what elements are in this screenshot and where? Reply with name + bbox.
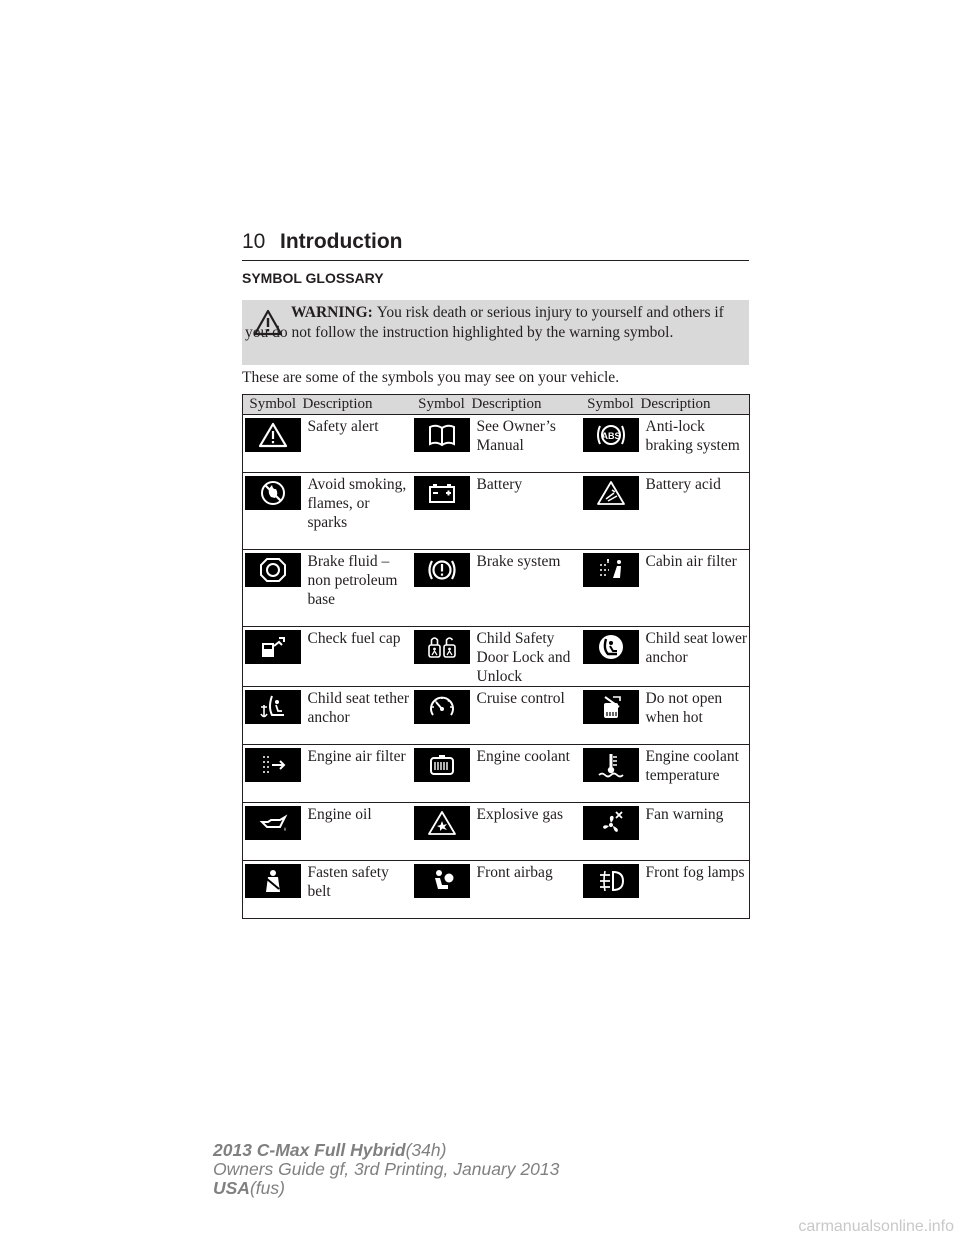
footer-line-1: [213, 1141, 559, 1160]
table-row: [243, 687, 750, 745]
chapter-title: Introduction: [280, 230, 403, 253]
warning-text: [242, 303, 740, 342]
table-row: [243, 473, 750, 550]
symbol-description: Safety alert: [303, 415, 412, 473]
footer-line-2: Owners Guide gf, 3rd Printing, January 2013: [213, 1159, 560, 1179]
symbol-description: Fan warning: [641, 803, 750, 861]
table-row: [243, 415, 750, 473]
section-title: SYMBOL GLOSSARY: [242, 270, 384, 286]
symbol-description: Front airbag: [472, 861, 581, 919]
symbol-cell: [581, 861, 641, 919]
symbol-cell: [581, 745, 641, 803]
header-symbol: Symbol: [581, 395, 641, 415]
symbol-cell: [581, 415, 641, 473]
symbol-description: Child seat lower anchor: [641, 627, 750, 687]
battery-acid-icon: [583, 476, 639, 510]
symbol-description: Check fuel cap: [303, 627, 412, 687]
fog-lamps-icon: [583, 864, 639, 898]
symbol-cell: [243, 473, 303, 550]
symbol-cell: [581, 803, 641, 861]
front-airbag-icon: [414, 864, 470, 898]
coolant-temperature-icon: [583, 748, 639, 782]
symbol-cell: [412, 627, 472, 687]
safety-alert-icon: [245, 418, 301, 452]
symbol-description: Brake system: [472, 550, 581, 627]
symbol-description: Child Safety Door Lock and Unlock: [472, 627, 581, 687]
intro-text: These are some of the symbols you may see on your vehicle.: [242, 369, 620, 386]
brake-fluid-icon: [245, 553, 301, 587]
table-header-row: [243, 395, 750, 415]
symbol-cell: [412, 473, 472, 550]
symbol-cell: [412, 550, 472, 627]
engine-air-filter-icon: [245, 748, 301, 782]
footer-market-code: (fus): [249, 1178, 285, 1198]
warning-box: [242, 300, 749, 365]
owners-manual-icon: [414, 418, 470, 452]
footer: [213, 1141, 559, 1198]
symbol-description: Explosive gas: [472, 803, 581, 861]
table-row: [243, 861, 750, 919]
engine-oil-icon: [245, 806, 301, 840]
symbol-cell: [243, 550, 303, 627]
symbol-description: Child seat tether anchor: [303, 687, 412, 745]
symbol-description: Avoid smoking, flames, or sparks: [303, 473, 412, 550]
table-body: [243, 415, 750, 919]
symbol-glossary-table: [242, 394, 750, 919]
symbol-cell: [243, 861, 303, 919]
seat-belt-icon: [245, 864, 301, 898]
table-row: [243, 627, 750, 687]
svg-text:ABS: ABS: [600, 431, 621, 441]
symbol-description: Engine coolant temperature: [641, 745, 750, 803]
symbol-description: Engine air filter: [303, 745, 412, 803]
symbol-description: See Owner’s Manual: [472, 415, 581, 473]
footer-model: 2013 C-Max Full Hybrid: [213, 1140, 406, 1160]
header-symbol: Symbol: [243, 395, 303, 415]
symbol-cell: [412, 687, 472, 745]
brake-system-icon: [414, 553, 470, 587]
symbol-cell: [243, 803, 303, 861]
header-description: Description: [641, 395, 750, 415]
symbol-description: Engine oil: [303, 803, 412, 861]
symbol-description: Do not open when hot: [641, 687, 750, 745]
footer-model-code: (34h): [405, 1140, 447, 1160]
symbol-description: Cruise control: [472, 687, 581, 745]
battery-icon: [414, 476, 470, 510]
engine-coolant-icon: [414, 748, 470, 782]
symbol-cell: [243, 627, 303, 687]
cabin-air-filter-icon: [583, 553, 639, 587]
fuel-cap-icon: [245, 630, 301, 664]
symbol-description: Battery acid: [641, 473, 750, 550]
watermark: carmanualsonline.info: [798, 1218, 954, 1235]
table-row: [243, 803, 750, 861]
symbol-description: Anti-lock braking system: [641, 415, 750, 473]
warning-body: You risk death or serious injury to yourself and others if you do not follow the instruction highlighted by the warning symbol.: [245, 304, 724, 341]
warning-label: WARNING:: [291, 304, 377, 321]
symbol-cell: [412, 415, 472, 473]
fan-warning-icon: [583, 806, 639, 840]
symbol-cell: [412, 745, 472, 803]
header-description: Description: [303, 395, 412, 415]
table-row: [243, 550, 750, 627]
symbol-cell: [581, 627, 641, 687]
symbol-cell: [243, 687, 303, 745]
page-number: 10: [242, 230, 266, 253]
child-seat-tether-icon: [245, 690, 301, 724]
do-not-open-hot-icon: [583, 690, 639, 724]
explosive-gas-icon: [414, 806, 470, 840]
symbol-cell: [412, 861, 472, 919]
child-lock-icon: [414, 630, 470, 664]
symbol-description: Fasten safety belt: [303, 861, 412, 919]
symbol-cell: [412, 803, 472, 861]
no-smoking-icon: [245, 476, 301, 510]
abs-icon: [583, 418, 639, 452]
symbol-description: Battery: [472, 473, 581, 550]
cruise-control-icon: [414, 690, 470, 724]
table-row: [243, 745, 750, 803]
symbol-cell: [243, 415, 303, 473]
symbol-cell: [581, 550, 641, 627]
header-symbol: Symbol: [412, 395, 472, 415]
footer-line-3: [213, 1179, 559, 1198]
symbol-description: Cabin air filter: [641, 550, 750, 627]
header-description: Description: [472, 395, 581, 415]
symbol-cell: [243, 745, 303, 803]
child-seat-anchor-icon: [583, 630, 639, 664]
page-header: [242, 230, 749, 261]
symbol-description: Engine coolant: [472, 745, 581, 803]
symbol-description: Front fog lamps: [641, 861, 750, 919]
symbol-cell: [581, 687, 641, 745]
footer-market: USA: [213, 1178, 250, 1198]
symbol-description: Brake fluid – non petroleum base: [303, 550, 412, 627]
symbol-cell: [581, 473, 641, 550]
